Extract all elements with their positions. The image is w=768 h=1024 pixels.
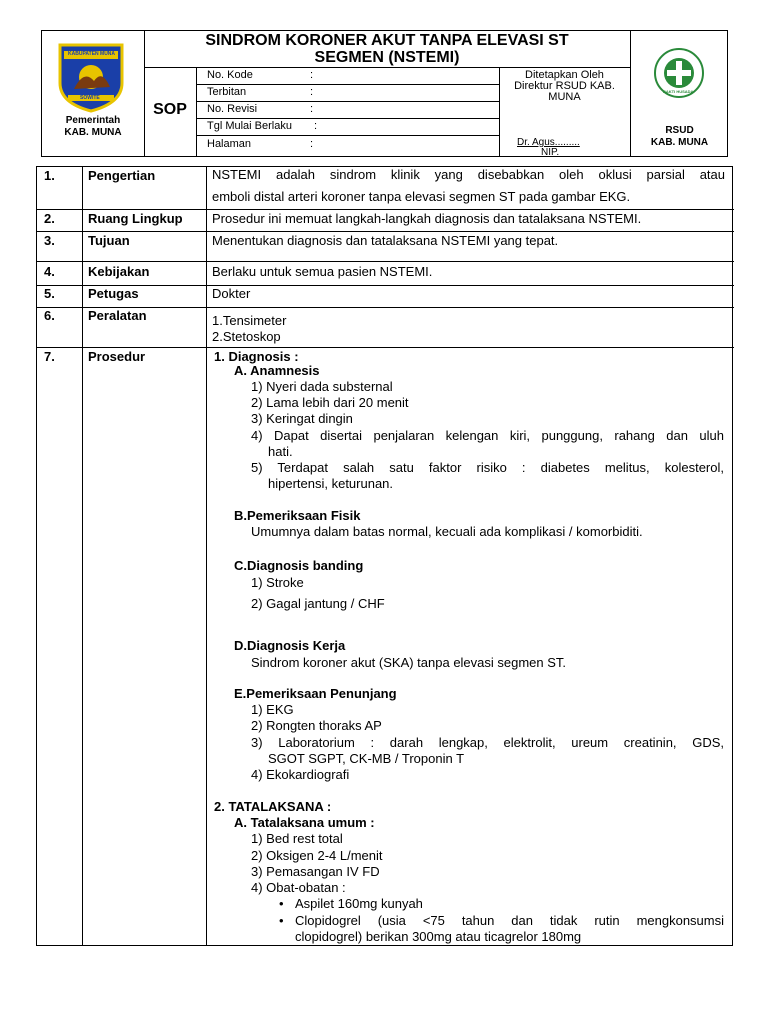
ditetapkan-line1: Ditetapkan Oleh [525, 69, 604, 81]
colon: : [314, 120, 318, 132]
row-label-pengertian: Pengertian [88, 168, 156, 183]
tatalaksana-item: 4) Obat-obatan : [251, 880, 346, 895]
pengertian-line1: NSTEMI adalah sindrom klinik yang disebabkan oleh oklusi parsial atau [212, 167, 725, 182]
colon: : [310, 103, 314, 115]
pemeriksaan-penunjang-item: 1) EKG [251, 702, 294, 717]
diagnosis-kerja-text: Sindrom koroner akut (SKA) tanpa elevasi segmen ST. [251, 655, 567, 670]
diagnosis-banding-item: 2) Gagal jantung / CHF [251, 596, 385, 611]
anamnesis-item: 1) Nyeri dada substernal [251, 379, 393, 394]
diagnosis-title: 1. Diagnosis : [214, 349, 299, 364]
tujuan-text: Menentukan diagnosis dan tatalaksana NSTEMI yang tepat. [212, 233, 559, 248]
pemeriksaan-penunjang-title: E.Pemeriksaan Penunjang [234, 686, 397, 701]
row-number: 6. [44, 308, 55, 323]
document-title-line2: SEGMEN (NSTEMI) [314, 49, 460, 66]
kabupaten-muna-logo [54, 39, 128, 113]
diagnosis-banding-item: 1) Stroke [251, 575, 304, 590]
colon: : [310, 86, 314, 98]
row-label-petugas: Petugas [88, 286, 139, 301]
logo-left-caption-1: Pemerintah [65, 115, 121, 126]
anamnesis-item: 4) Dapat disertai penjalaran kelengan kiri, punggung, rahang dan uluh [251, 428, 724, 443]
petugas-text: Dokter [212, 286, 251, 301]
pemeriksaan-fisik-text: Umumnya dalam batas normal, kecuali ada komplikasi / komorbiditi. [251, 524, 643, 539]
logo-left-top-text: KABUPATEN MUNA [68, 51, 116, 57]
row-label-kebijakan: Kebijakan [88, 264, 150, 279]
diagnosis-banding-title: C.Diagnosis banding [234, 558, 364, 573]
document-title-line1: SINDROM KORONER AKUT TANPA ELEVASI ST [205, 32, 569, 49]
tatalaksana-title: 2. TATALAKSANA : [214, 799, 332, 814]
row-number: 7. [44, 349, 55, 364]
sop-label: SOP [153, 101, 187, 118]
field-no-revisi: No. Revisi [207, 103, 258, 115]
signer-name: Dr. Agus......... [517, 137, 580, 148]
tatalaksana-item: 3) Pemasangan IV FD [251, 864, 380, 879]
obat-bullet-item: • Clopidogrel (usia <75 tahun dan tidak rutin mengkonsumsi [295, 913, 724, 929]
row-label-prosedur: Prosedur [88, 349, 146, 364]
colon: : [310, 138, 314, 150]
logo-right-caption-2: KAB. MUNA [650, 137, 709, 148]
peralatan-item-2: 2.Stetoskop [212, 329, 281, 344]
row-label-tujuan: Tujuan [88, 233, 130, 248]
ditetapkan-line2: Direktur RSUD KAB. [514, 80, 615, 92]
logo-left-caption-2: KAB. MUNA [64, 127, 122, 138]
obat-bullet-item: • Aspilet 160mg kunyah [295, 896, 423, 912]
kebijakan-text: Berlaku untuk semua pasien NSTEMI. [212, 264, 433, 279]
pemeriksaan-penunjang-item: 2) Rongten thoraks AP [251, 718, 382, 733]
tatalaksana-item: 1) Bed rest total [251, 831, 343, 846]
bakti-husada-logo [653, 47, 705, 99]
row-label-ruang-lingkup: Ruang Lingkup [88, 211, 183, 226]
row-number: 5. [44, 286, 55, 301]
anamnesis-item-cont: hipertensi, keturunan. [268, 476, 394, 491]
ditetapkan-line3: MUNA [548, 91, 581, 103]
logo-left-bottom-text: SOWITE [80, 95, 100, 101]
diagnosis-kerja-title: D.Diagnosis Kerja [234, 638, 346, 653]
field-terbitan: Terbitan [207, 86, 247, 98]
logo-right-caption-1: RSUD [665, 125, 694, 136]
signer-nip: NIP. [541, 147, 560, 158]
anamnesis-title: A. Anamnesis [234, 363, 320, 378]
anamnesis-item: 2) Lama lebih dari 20 menit [251, 395, 409, 410]
row-number: 2. [44, 211, 55, 226]
logo-right-text: BAKTI HUSADA [663, 89, 694, 94]
row-label-peralatan: Peralatan [88, 308, 147, 323]
pengertian-line2: emboli distal arteri koroner tanpa elevasi segmen ST pada gambar EKG. [212, 189, 631, 204]
pemeriksaan-fisik-title: B.Pemeriksaan Fisik [234, 508, 361, 523]
anamnesis-item: 5) Terdapat salah satu faktor risiko : diabetes melitus, kolesterol, [251, 460, 724, 475]
row-number: 3. [44, 233, 55, 248]
field-tgl-mulai-berlaku: Tgl Mulai Berlaku [207, 120, 292, 132]
anamnesis-item: 3) Keringat dingin [251, 411, 353, 426]
pemeriksaan-penunjang-item: 3) Laboratorium : darah lengkap, elektrolit, ureum creatinin, GDS, [251, 735, 724, 750]
row-number: 1. [44, 168, 55, 183]
field-halaman: Halaman [207, 138, 252, 150]
tatalaksana-item: 2) Oksigen 2-4 L/menit [251, 848, 383, 863]
tatalaksana-umum-title: A. Tatalaksana umum : [234, 815, 375, 830]
sop-header [41, 30, 728, 157]
colon: : [310, 69, 314, 81]
sop-content-table [36, 166, 733, 946]
pemeriksaan-penunjang-item-cont: SGOT SGPT, CK-MB / Troponin T [268, 751, 465, 766]
row-number: 4. [44, 264, 55, 279]
pemeriksaan-penunjang-item: 4) Ekokardiografi [251, 767, 350, 782]
anamnesis-item-cont: hati. [268, 444, 293, 459]
ruang-lingkup-text: Prosedur ini memuat langkah-langkah diagnosis dan tatalaksana NSTEMI. [212, 211, 642, 226]
field-no-kode: No. Kode [207, 69, 253, 81]
obat-bullet-item-cont: clopidogrel) berikan 300mg atau ticagrelor 180mg [295, 929, 582, 944]
peralatan-item-1: 1.Tensimeter [212, 313, 287, 328]
